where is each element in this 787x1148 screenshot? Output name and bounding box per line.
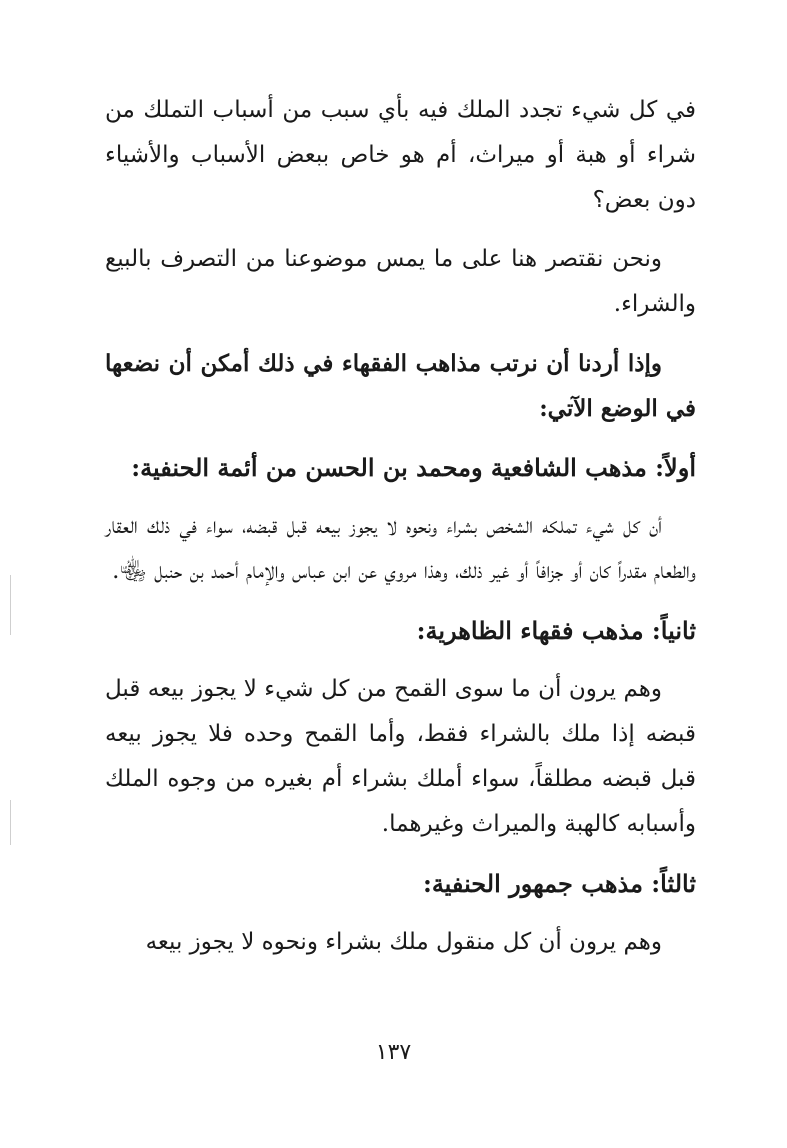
paragraph	[105, 667, 696, 847]
paragraph-text: ونحن نقتصر هنا على ما يمس موضوعنا من التصرف بالبيع والشراء.	[105, 246, 696, 317]
scan-margin-mark	[10, 800, 11, 845]
paragraph	[105, 341, 696, 431]
scan-margin-mark	[10, 575, 11, 635]
paragraph	[105, 237, 696, 327]
paragraph-text: أن كل شيء تملكه الشخص بشراء ونحوه لا يجوز بيعه قبل قبضه، سواء في ذلك العقار والطعام مقدراً كان أو جزافاً أو غير ذلك، وهذا مروي عن ابن عباس والإمام أحمد بن حنبل ﵄.	[105, 513, 696, 584]
body-text	[105, 88, 696, 979]
paragraph-text: وهم يرون أن ما سوى القمح من كل شيء لا يجوز بيعه قبل قبضه إذا ملك بالشراء فقط، وأما القمح وحده فلا يجوز بيعه قبل قبضه مطلقاً، سواء أملك بشراء أم بغيره من وجوه الملك وأسبابه كالهبة والميراث وغيرهما.	[105, 676, 696, 837]
paragraph	[105, 920, 696, 965]
section-heading-text: ثانياً: مذهب فقهاء الظاهرية:	[416, 616, 696, 645]
section-heading-text: ثالثاً: مذهب جمهور الحنفية:	[422, 869, 696, 898]
paragraph-text: وهم يرون أن كل منقول ملك بشراء ونحوه لا يجوز بيعه	[145, 929, 662, 955]
section-heading	[105, 608, 696, 653]
section-heading	[105, 861, 696, 906]
paragraph	[105, 504, 696, 594]
paragraph-text: في كل شيء تجدد الملك فيه بأي سبب من أسباب التملك من شراء أو هبة أو ميراث، أم هو خاص ببعض الأسباب والأشياء دون بعض؟	[105, 97, 696, 213]
section-heading-text: أولاً: مذهب الشافعية ومحمد بن الحسن من أئمة الحنفية:	[131, 453, 696, 482]
section-heading	[105, 445, 696, 490]
page-number: ١٣٧	[375, 1040, 412, 1065]
paragraph	[105, 88, 696, 223]
paragraph-text: وإذا أردنا أن نرتب مذاهب الفقهاء في ذلك أمكن أن نضعها في الوضع الآتي:	[105, 350, 696, 422]
